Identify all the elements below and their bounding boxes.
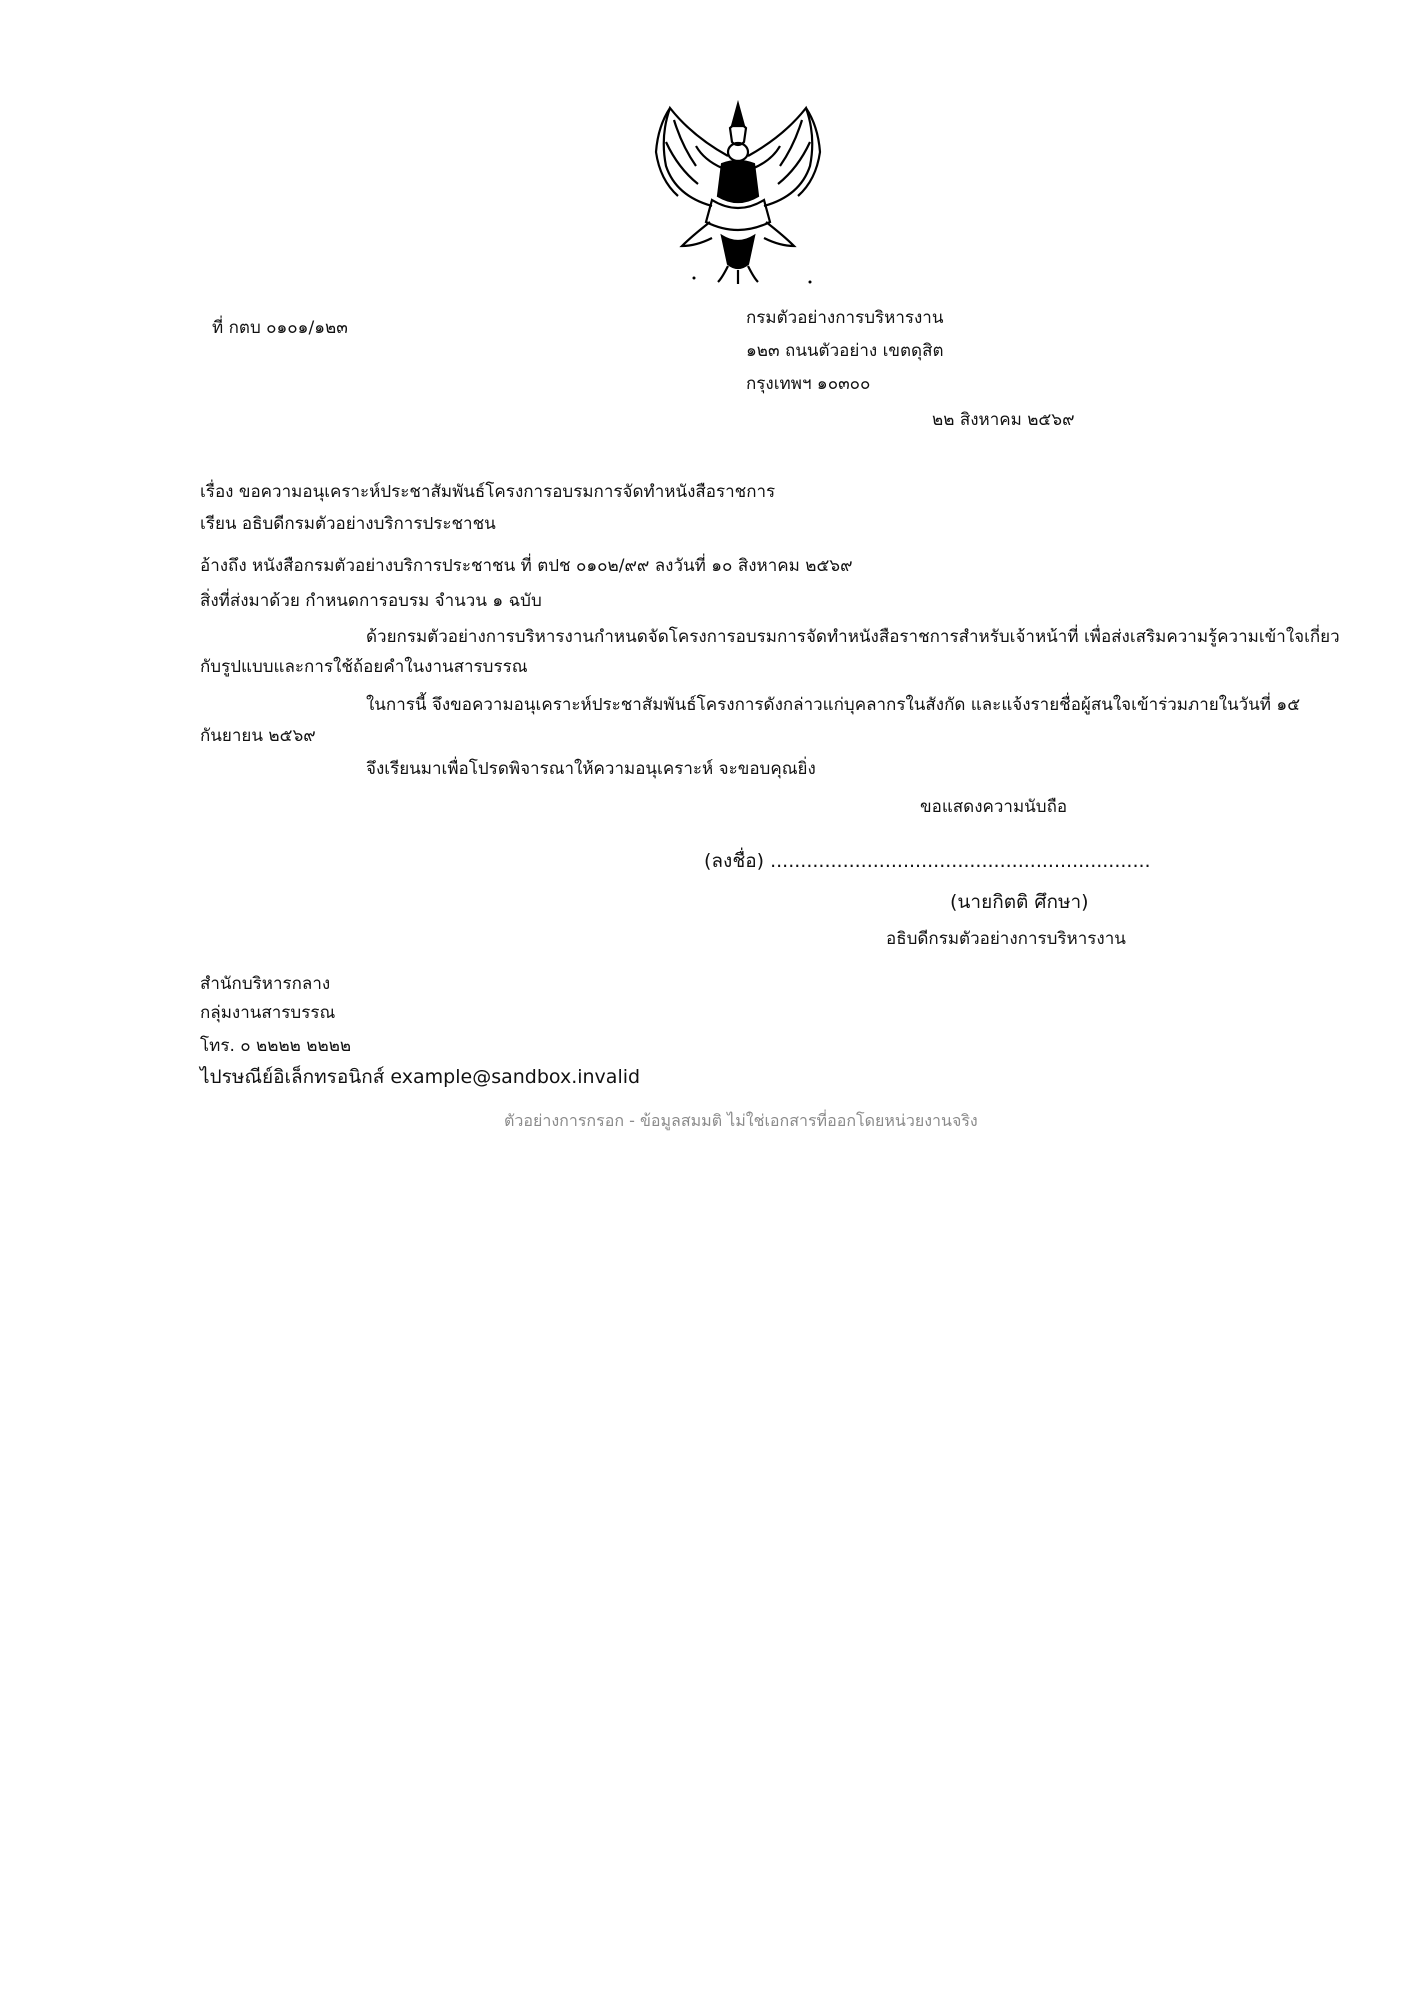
signer-name: (นายกิตติ ศึกษา) [950, 891, 1089, 913]
body-paragraph-2: ในการนี้ จึงขอความอนุเคราะห์ประชาสัมพันธ์โครงการดังกล่าวแก่บุคลากรในสังกัด และแจ้งรายชื่อผู้สนใจเข้าร่วมภายในวันที่ ๑๕ [366, 695, 1301, 715]
body-paragraph-1: ด้วยกรมตัวอย่างการบริหารงานกำหนดจัดโครงการอบรมการจัดทำหนังสือราชการสำหรับเจ้าหน้าที่ เพื่อส่งเสริมความรู้ความเข้าใจเกี่ยว [366, 627, 1340, 647]
sender-address-line: ๑๒๓ ถนนตัวอย่าง เขตดุสิต [746, 341, 944, 361]
body-paragraph-2-cont: กันยายน ๒๕๖๙ [200, 726, 316, 746]
document-date: ๒๒ สิงหาคม ๒๕๖๙ [932, 410, 1075, 430]
division-name: กลุ่มงานสารบรรณ [200, 1003, 336, 1023]
body-paragraph-3: จึงเรียนมาเพื่อโปรดพิจารณาให้ความอนุเคราะห์ จะขอบคุณยิ่ง [366, 759, 816, 779]
office-name: สำนักบริหารกลาง [200, 974, 331, 994]
signature-line: (ลงชื่อ) ............................................................... [704, 850, 1151, 872]
closing-salutation: ขอแสดงความนับถือ [920, 797, 1068, 817]
sender-address-line: กรมตัวอย่างการบริหารงาน [746, 308, 944, 328]
disclaimer-note: ตัวอย่างการกรอก - ข้อมูลสมมติ ไม่ใช่เอกสารที่ออกโดยหน่วยงานจริง [504, 1111, 978, 1130]
email-address: ไปรษณีย์อิเล็กทรอนิกส์ example@sandbox.invalid [200, 1066, 641, 1088]
reference-line: อ้างถึง หนังสือกรมตัวอย่างบริการประชาชน ที่ ตปช ๐๑๐๒/๙๙ ลงวันที่ ๑๐ สิงหาคม ๒๕๖๙ [200, 556, 853, 576]
recipient-line: เรียน อธิบดีกรมตัวอย่างบริการประชาชน [200, 514, 496, 534]
signer-position: อธิบดีกรมตัวอย่างการบริหารงาน [886, 929, 1126, 949]
document-number: ที่ กตบ ๐๑๐๑/๑๒๓ [212, 318, 348, 338]
subject-line: เรื่อง ขอความอนุเคราะห์ประชาสัมพันธ์โครงการอบรมการจัดทำหนังสือราชการ [200, 482, 776, 502]
sender-address-line: กรุงเทพฯ ๑๐๓๐๐ [746, 374, 871, 394]
body-paragraph-1-cont: กับรูปแบบและการใช้ถ้อยคำในงานสารบรรณ [200, 657, 528, 677]
phone-number: โทร. ๐ ๒๒๒๒ ๒๒๒๒ [200, 1036, 352, 1056]
garuda-emblem-icon [652, 96, 824, 286]
enclosure-line: สิ่งที่ส่งมาด้วย กำหนดการอบรม จำนวน ๑ ฉบับ [200, 591, 542, 611]
